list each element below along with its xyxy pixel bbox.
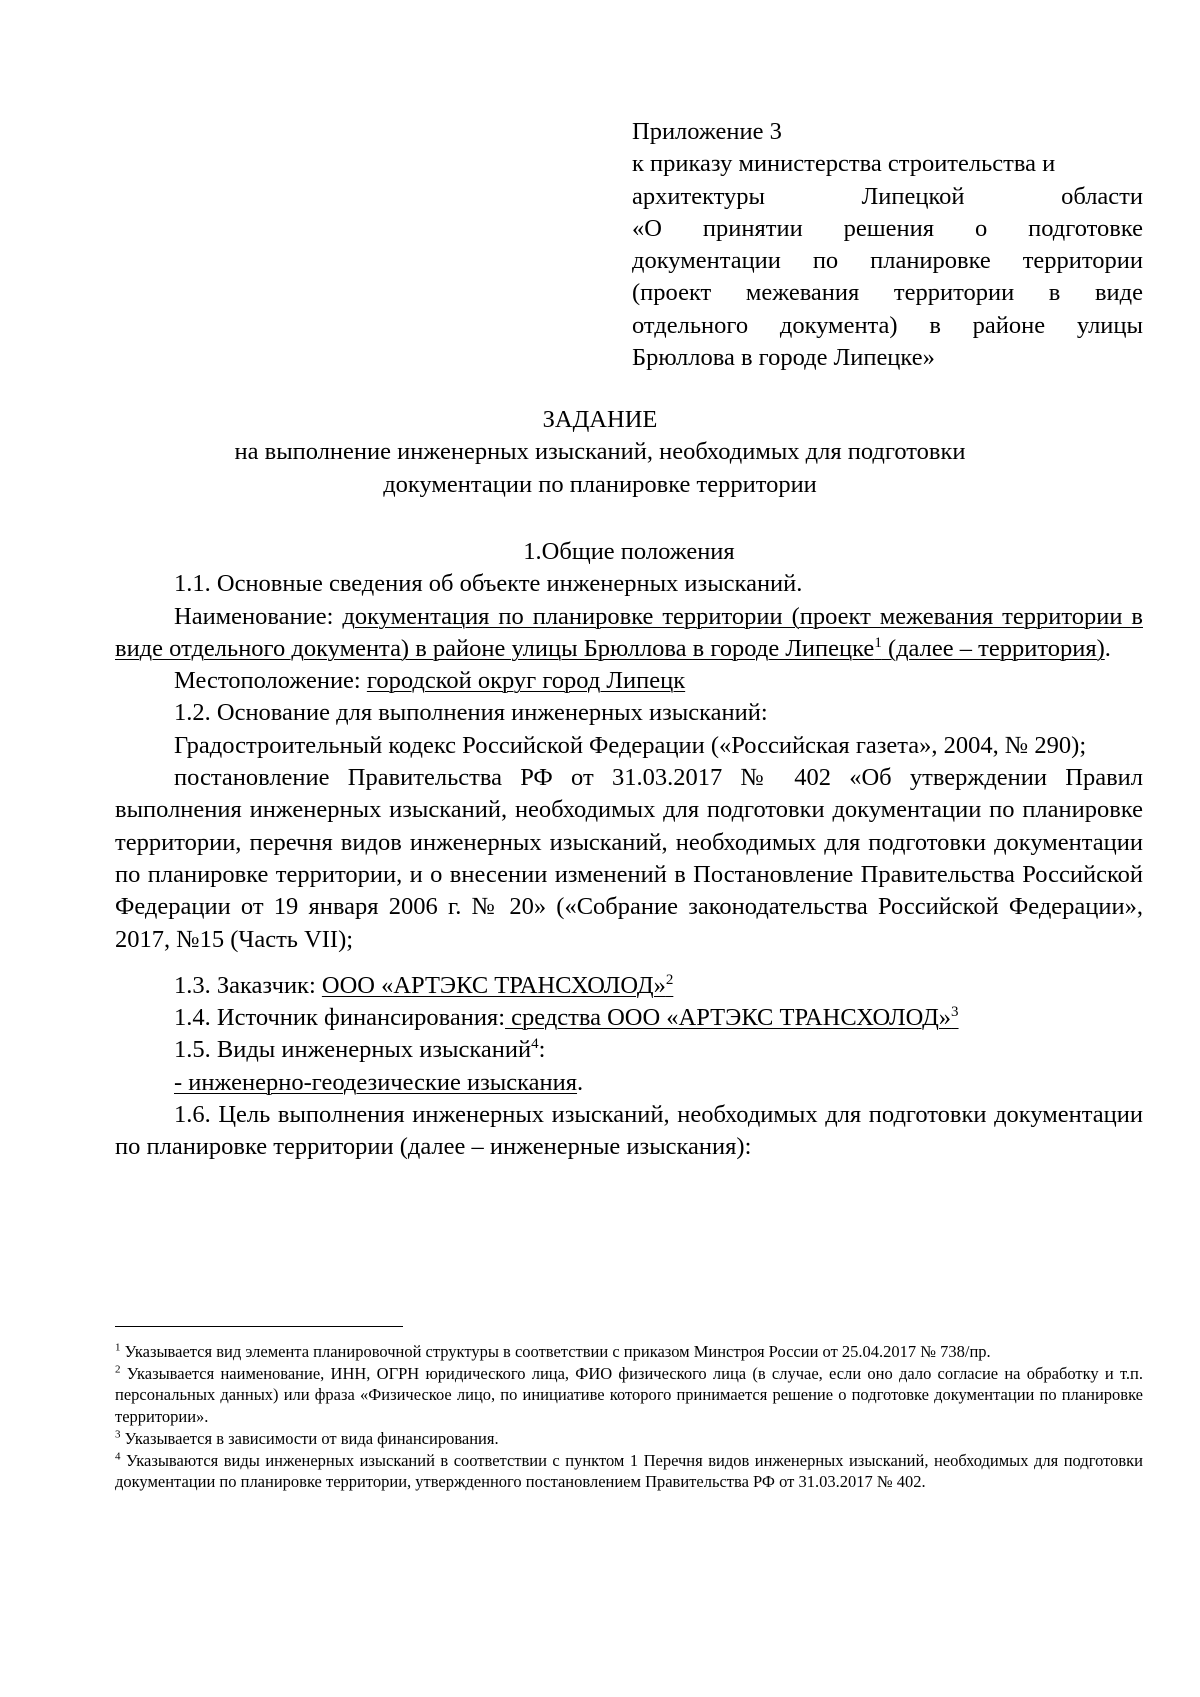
footnote-text: Указываются виды инженерных изысканий в соответствии с пунктом 1 Перечня видов инженерных изысканий, необходимых для подготовки документации по планировке территории, утвержденного постановлением Правительства РФ от 31.03.2017 № 402. [115,1450,1143,1492]
footnote-ref: 3 [951,1004,959,1020]
approval-line: (проект межевания территории в виде [632,279,1143,307]
name-suffix: (далее – территория) [881,634,1105,662]
approval-line: «О принятии решения о подготовке [632,214,1143,242]
footnote-number: 1 [115,1341,121,1354]
funding-value: средства ООО «АРТЭКС ТРАНСХОЛОД» [505,1004,952,1032]
approval-line: Приложение 3 [632,118,782,145]
label: Местоположение: [174,667,367,695]
punctuation: . [577,1068,584,1096]
customer-value: ООО «АРТЭКС ТРАНСХОЛОД» [321,971,666,999]
title-heading: ЗАДАНИЕ [542,406,658,433]
underlined-value: - инженерно-геодезические изыскания [174,1068,578,1096]
approval-line: отдельного документа) в районе улицы [632,311,1143,339]
paragraph: Градостроительный кодекс Российской Федерации («Российская газета», 2004, № 290); [174,731,1087,759]
footnote-number: 2 [115,1363,121,1376]
section-heading: 1.Общие положения [523,538,735,565]
approval-block [632,116,1143,374]
underlined-value [322,972,673,999]
footnote-text: Указывается наименование, ИНН, ОГРН юридического лица, ФИО физического лица (в случае, если оно дало согласие на обработку и т.п. персональных данных) или фраза «Физическое лицо, по инициативе которого принимается решение о подготовке документации по планировке территории». [115,1363,1143,1427]
label: 1.5. Виды инженерных изысканий [174,1036,532,1064]
underlined-value: городской округ город Липецк [366,667,686,695]
paragraph-funding [115,1002,1143,1034]
footnote-text: Указывается вид элемента планировочной структуры в соответствии с приказом Минстроя России от 25.04.2017 № 738/пр. [120,1342,991,1361]
approval-line: архитектуры Липецкой области [632,182,1143,210]
approval-line: Брюллова в городе Липецке» [632,344,935,372]
punctuation: : [538,1036,546,1064]
paragraph-survey-types [115,1034,1143,1066]
footnote-ref: 2 [665,971,674,988]
label: 1.3. Заказчик: [174,971,322,999]
name-value: документация по планировке территории (проект межевания территории в виде отдельного документа) в районе улицы Брюллова в городе Липецке [115,602,1143,662]
paragraph: 1.1. Основные сведения об объекте инженерных изысканий. [174,570,803,598]
title-subtitle: на выполнение инженерных изысканий, необходимых для подготовки [234,438,966,466]
paragraph-name [115,601,1143,666]
footnote-number: 3 [115,1428,121,1441]
footnotes [115,1341,1143,1493]
label: Наименование: [174,602,343,630]
footnote-number: 4 [115,1450,121,1463]
footnote [115,1363,1143,1428]
approval-line: документации по планировке территории [632,247,1143,275]
paragraph-customer [115,970,1143,1002]
footnote-text: Указывается в зависимости от вида финансирования. [120,1428,499,1448]
paragraph-survey-item [115,1067,1143,1099]
document-body [115,536,1143,1164]
footnote-ref: 4 [531,1036,539,1053]
paragraph: 1.6. Цель выполнения инженерных изысканий, необходимых для подготовки документации по планировке территории (далее – инженерные изыскания): [115,1101,1143,1161]
footnote [115,1450,1143,1493]
approval-line: к приказу министерства строительства и [632,150,1056,178]
spacer [115,956,1143,970]
footnote [115,1428,1143,1450]
footnote [115,1341,1143,1363]
title-subtitle: документации по планировке территории [383,470,817,498]
paragraph-location [115,665,1143,697]
underlined-value [505,1004,959,1031]
paragraph: постановление Правительства РФ от 31.03.2017 № 402 «Об утверждении Правил выполнения инженерных изысканий, необходимых для подготовки документации по планировке территории, перечня видов инженерных изысканий, необходимых для подготовки документации по планировке территории, и о внесении изменений в Постановление Правительства Российской Федерации от 19 января 2006 г. № 20» («Собрание законодательства Российской Федерации», 2017, №15 (Часть VII); [115,764,1143,953]
label: 1.4. Источник финансирования: [174,1004,506,1032]
paragraph: 1.2. Основание для выполнения инженерных изысканий: [174,699,768,727]
footnote-divider [115,1326,403,1327]
document-title [0,404,1200,501]
footnote-ref: 1 [874,634,882,651]
punctuation: . [1104,634,1111,662]
